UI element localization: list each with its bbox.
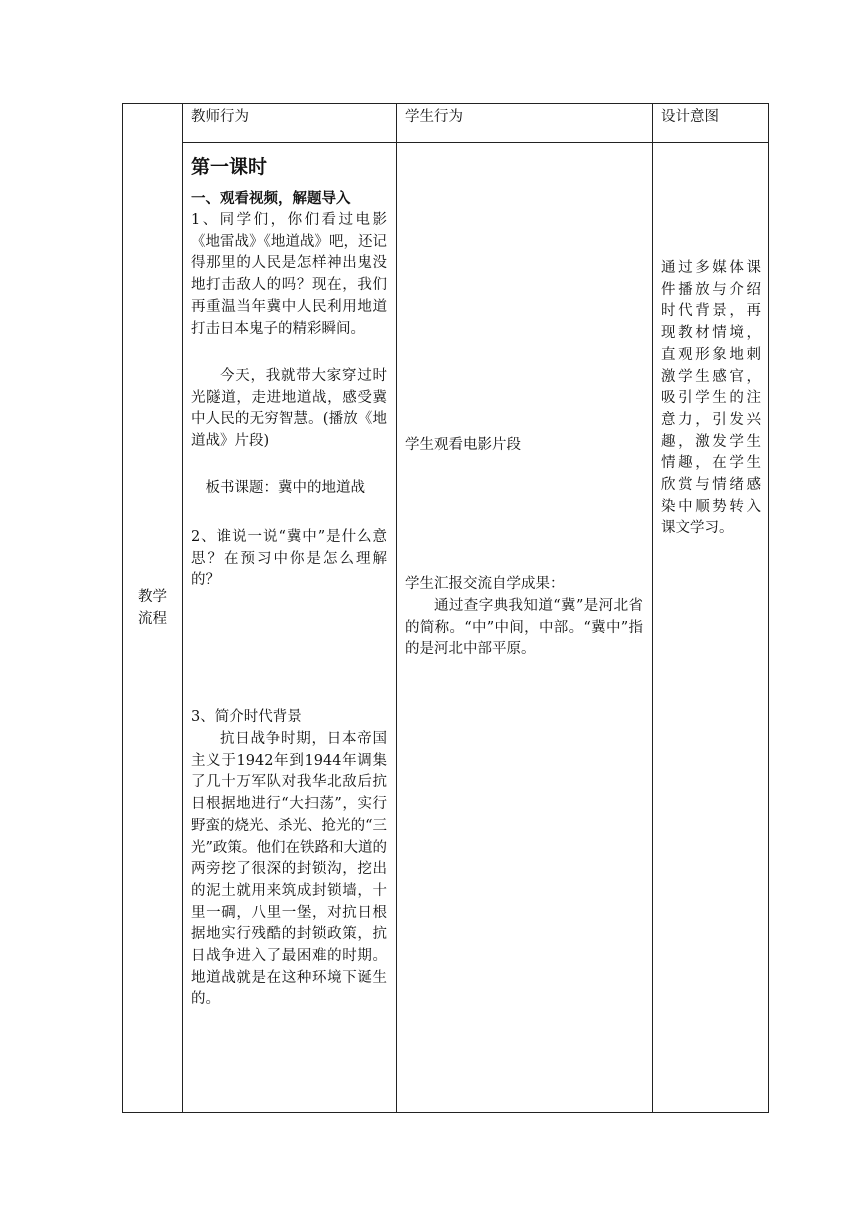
header-row <box>123 104 769 143</box>
lesson-title: 第一课时 <box>191 156 268 178</box>
side-label-cell <box>123 104 183 1113</box>
board-title: 板书课题：冀中的地道战 <box>205 480 365 496</box>
student-report-body: 通过查字典我知道“冀”是河北省的简称。“中”中间，中部。“冀中”指的是河北中部平原。 <box>405 598 643 658</box>
student-report-heading: 学生汇报交流自学成果： <box>405 576 565 592</box>
teacher-question-2: 2、谁说一说“冀中”是什么意思？在预习中你是怎么理解的？ <box>191 529 387 589</box>
student-watch: 学生观看电影片段 <box>405 437 521 453</box>
side-label-line-2: 流程 <box>138 611 167 627</box>
teacher-cell <box>183 143 397 1113</box>
teacher-heading-3: 3、简介时代背景 <box>191 709 302 725</box>
header-student-cell <box>397 104 653 143</box>
header-design-cell <box>653 104 769 143</box>
student-cell <box>397 143 653 1113</box>
header-teacher-cell <box>183 104 397 143</box>
content-row <box>123 143 769 1113</box>
design-cell <box>653 143 769 1113</box>
design-intent: 通过多媒体课件播放与介绍时代背景，再现教材情境，直观形象地刺激学生感官，吸引学生的注意力，引发兴趣，激发学生情趣，在学生欣赏与情绪感染中顺势转入课文学习。 <box>661 260 761 537</box>
header-design: 设计意图 <box>661 109 719 125</box>
teacher-paragraph-2: 今天，我就带大家穿过时光隧道，走进地道战，感受冀中人民的无穷智慧。(播放《地道战》片段) <box>191 368 387 450</box>
teacher-paragraph-1: 1、同学们，你们看过电影《地雷战》《地道战》吧，还记得那里的人民是怎样神出鬼没地打击敌人的吗？现在，我们再重温当年冀中人民利用地道打击日本鬼子的精彩瞬间。 <box>191 212 387 337</box>
header-teacher: 教师行为 <box>191 109 249 125</box>
lesson-plan-table <box>122 103 769 1113</box>
header-student: 学生行为 <box>405 109 463 125</box>
section1-heading: 一、观看视频，解题导入 <box>191 190 351 207</box>
side-label-line-1: 教学 <box>138 589 167 605</box>
teacher-paragraph-3: 抗日战争时期，日本帝国主义于1942年到1944年调集了几十万军队对我华北敌后抗日根据地进行“大扫荡”，实行野蛮的烧光、杀光、抢光的“三光”政策。他们在铁路和大道的两旁挖了很深的封锁沟，挖出的泥土就用来筑成封锁墙，十里一碉，八里一堡，对抗日根据地实行残酷的封锁政策，抗日战争进入了最困难的时期。地道战就是在这种环境下诞生的。 <box>191 731 387 1008</box>
